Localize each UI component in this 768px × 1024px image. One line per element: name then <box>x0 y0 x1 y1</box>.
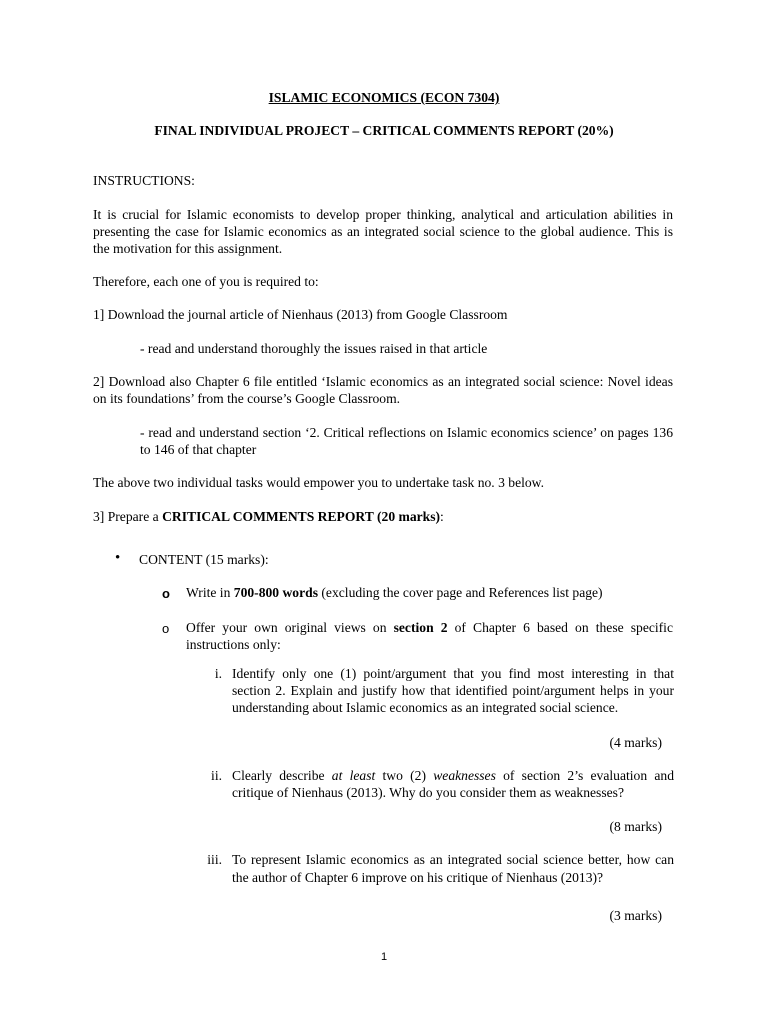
item-iii-number: iii. <box>207 852 222 867</box>
sub-bullet-1-suffix: (excluding the cover page and References list page) <box>318 585 603 600</box>
content-label: CONTENT (15 marks): <box>139 552 269 567</box>
task-3-prefix: 3] Prepare a <box>93 509 163 524</box>
document-subtitle: FINAL INDIVIDUAL PROJECT – CRITICAL COMMENTS REPORT (20%) <box>154 123 614 138</box>
task-3-suffix: : <box>440 509 444 524</box>
task-2: 2] Download also Chapter 6 file entitled ‘Islamic economics as an integrated social science: Novel ideas on its foundations’ from the course’s Google Classroom. <box>93 374 673 406</box>
sub-bullet-1 <box>186 584 603 601</box>
instructions-heading: INSTRUCTIONS: <box>93 173 195 188</box>
bullet-icon: • <box>115 550 121 566</box>
item-ii-part-e: of section 2’s evaluation and critique of Nienhaus (2013). Why do you consider them as weaknesses? <box>232 768 674 800</box>
item-ii-italic-b: weaknesses <box>433 768 496 783</box>
sub-bullet-2-prefix: Offer your own original views on <box>186 620 394 635</box>
sub-bullet-2 <box>186 619 673 653</box>
item-ii-number: ii. <box>211 768 222 783</box>
item-ii-text <box>232 767 674 801</box>
sub-bullet-1-bold: 700-800 words <box>233 585 318 600</box>
task-3 <box>93 508 444 525</box>
item-iii-text: To represent Islamic economics as an integrated social science better, how can the author of Chapter 6 improve on his critique of Nienhaus (2013)? <box>232 852 674 885</box>
task-3-bold: CRITICAL COMMENTS REPORT (20 marks) <box>162 509 441 524</box>
item-iii-marks: (3 marks) <box>609 908 662 923</box>
item-i-number: i. <box>214 666 222 681</box>
document-title: ISLAMIC ECONOMICS (ECON 7304) <box>268 90 500 105</box>
task-1-sub: - read and understand thoroughly the issues raised in that article <box>140 341 488 356</box>
item-ii-part-c: two (2) <box>375 768 434 783</box>
item-i-text: Identify only one (1) point/argument that you find most interesting in that section 2. Explain and justify how that identified point/argument helps in your understanding about Islamic economics as an integrated social science. <box>232 666 674 715</box>
item-ii-part-a: Clearly describe <box>232 768 332 783</box>
page-number: 1 <box>380 951 388 963</box>
item-i-marks: (4 marks) <box>609 735 662 750</box>
item-ii-italic-a: at least <box>331 768 376 783</box>
empower-line: The above two individual tasks would empower you to undertake task no. 3 below. <box>93 475 545 490</box>
sub-bullet-1-icon: o <box>162 586 170 601</box>
required-line: Therefore, each one of you is required to: <box>93 274 319 289</box>
task-2-sub: - read and understand section ‘2. Critical reflections on Islamic economics science’ on pages 136 to 146 of that chapter <box>140 425 673 457</box>
sub-bullet-2-bold: section 2 <box>393 620 448 635</box>
task-1: 1] Download the journal article of Nienhaus (2013) from Google Classroom <box>93 307 508 322</box>
item-ii-marks: (8 marks) <box>609 819 662 834</box>
sub-bullet-2-suffix: of Chapter 6 based on these specific instructions only: <box>186 620 673 652</box>
intro-paragraph: It is crucial for Islamic economists to develop proper thinking, analytical and articulation abilities in presenting the case for Islamic economics as an integrated social science to the global audience. This is the motivation for this assignment. <box>93 207 673 256</box>
sub-bullet-1-prefix: Write in <box>186 585 234 600</box>
sub-bullet-2-icon: o <box>162 621 170 636</box>
